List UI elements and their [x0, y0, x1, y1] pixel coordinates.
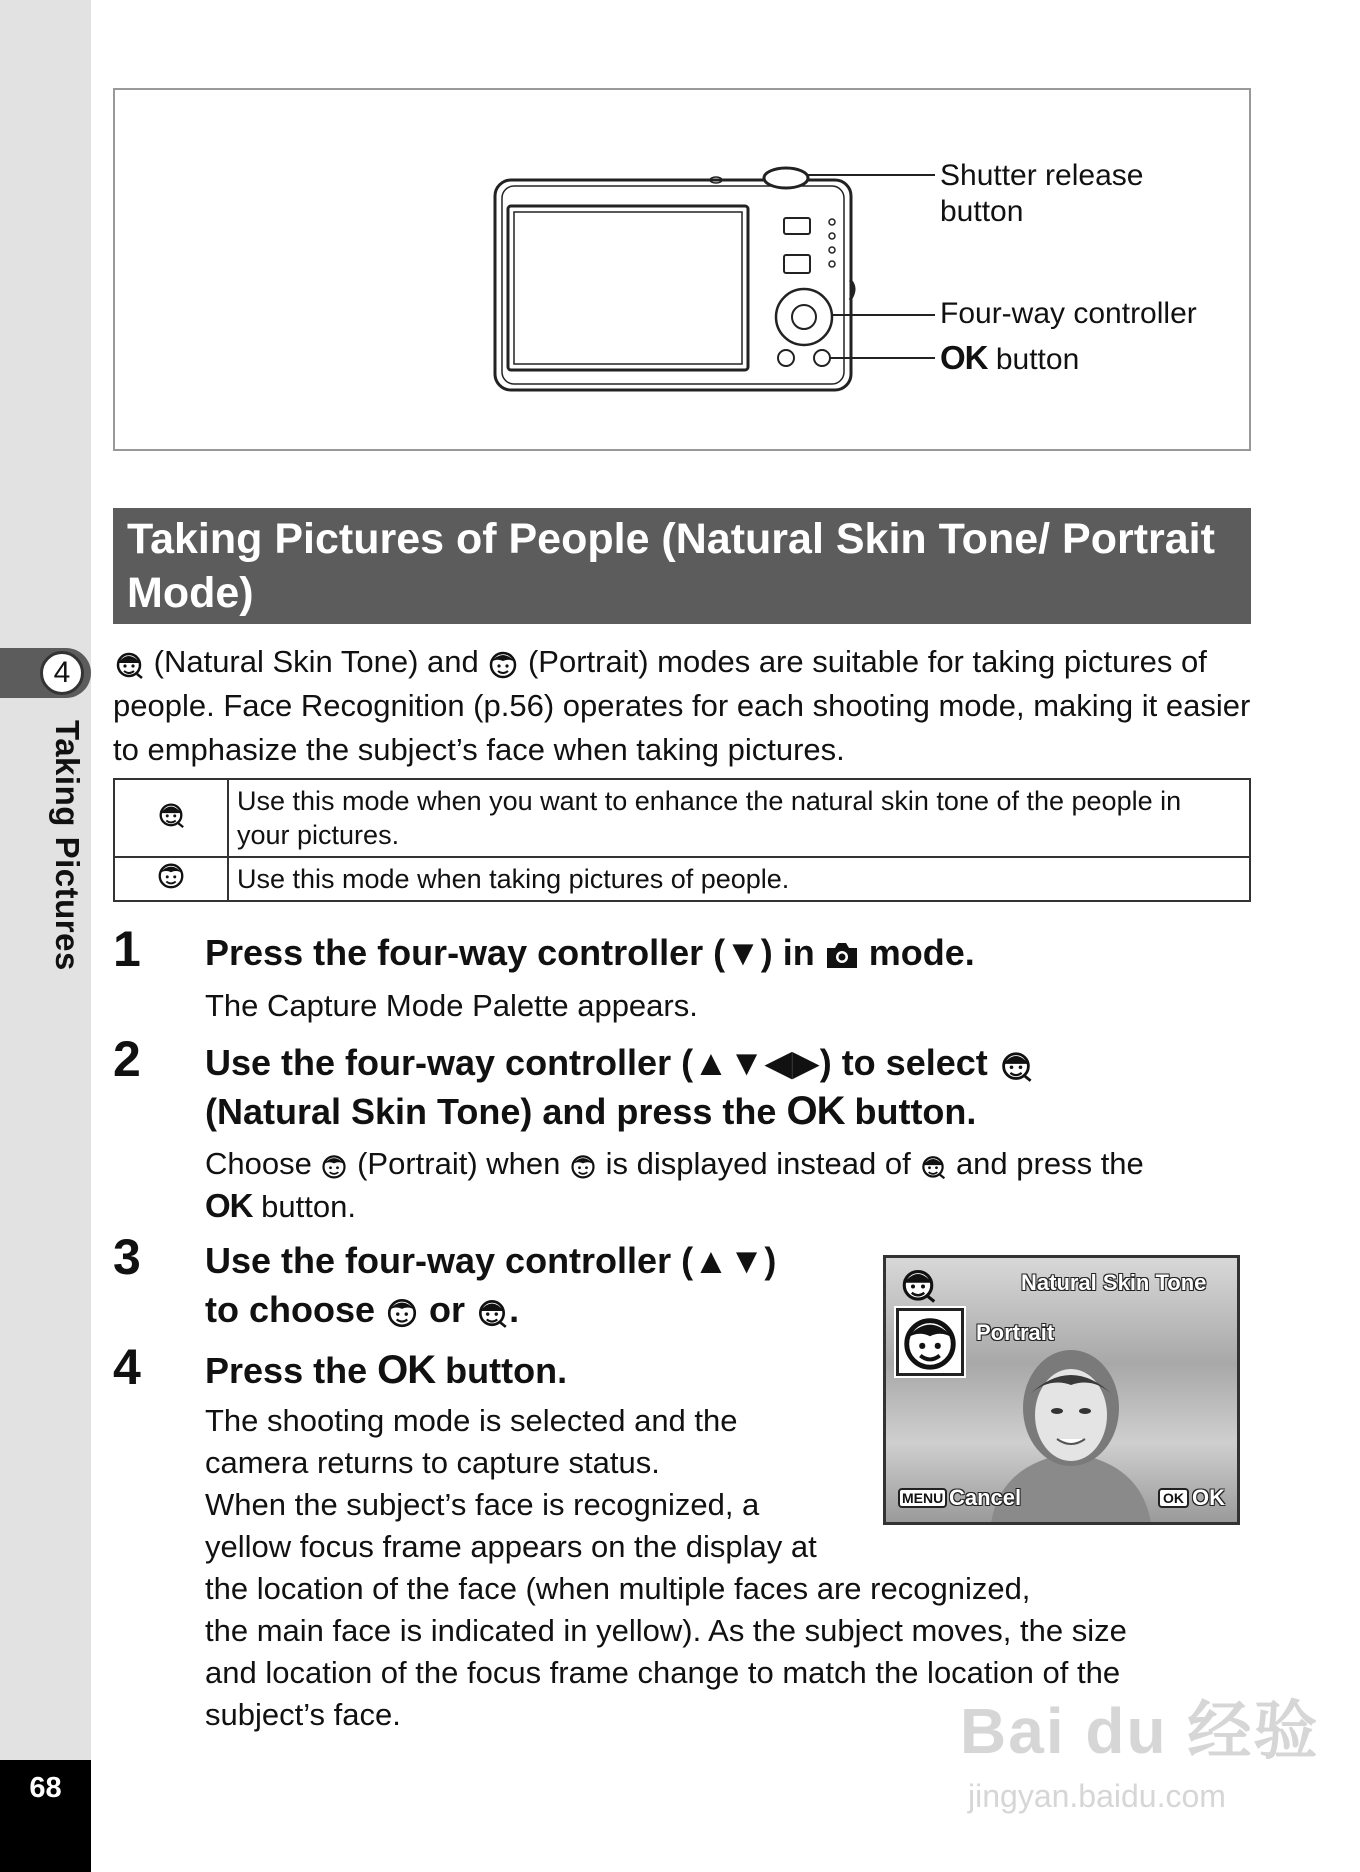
natural-skin-tone-icon [156, 799, 186, 829]
step-2-body-e: button. [261, 1189, 356, 1224]
step-2-title-c: button. [854, 1091, 977, 1132]
ok-label: OK [1192, 1485, 1225, 1510]
step-4-number: 4 [113, 1339, 141, 1395]
portrait-icon [487, 648, 519, 680]
ok-glyph: OK [940, 339, 988, 376]
step-1-body: The Capture Mode Palette appears. [205, 988, 698, 1023]
table-description: Use this mode when taking pictures of people. [228, 857, 1250, 901]
mode-table [113, 778, 1251, 902]
table-row [114, 857, 1250, 901]
step-3-title [205, 1236, 865, 1334]
step-3-title-b: to choose [205, 1289, 376, 1330]
step-2-title [205, 1038, 1255, 1136]
natural-skin-tone-icon [475, 1295, 509, 1329]
portrait-icon [156, 860, 186, 890]
table-icon-cell [114, 857, 228, 901]
cancel-label: Cancel [949, 1485, 1022, 1510]
table-row [114, 779, 1250, 857]
step-4-title-b: button. [445, 1350, 568, 1391]
step-2-number: 2 [113, 1031, 141, 1087]
step-2-title-b: (Natural Skin Tone) and press the [205, 1091, 777, 1132]
portrait-icon [385, 1295, 419, 1329]
step-2-body-d: and press the [955, 1146, 1144, 1181]
camera-screen-image [883, 1255, 1240, 1525]
camera-mode-icon [825, 940, 859, 970]
natural-skin-tone-icon [113, 648, 145, 680]
camera-back-illustration [490, 160, 960, 400]
step-4-body-line: The shooting mode is selected and the [205, 1403, 738, 1438]
ok-glyph: OK [786, 1089, 845, 1133]
callout-shutter-release: Shutter release button [940, 159, 1144, 228]
portrait-icon [569, 1152, 597, 1180]
step-2-body [205, 1143, 1265, 1228]
intro-text-2: (Portrait) modes are suitable for taking pictures of people. Face Recognition (p.56) operates for each shooting mode, making it easier to emphasize the subject’s face when taking pictures. [113, 644, 1251, 767]
ok-glyph: OK [377, 1348, 436, 1392]
step-4-body-line: yellow focus frame appears on the display at [205, 1529, 817, 1564]
table-description: Use this mode when you want to enhance the natural skin tone of the people in your pictures. [228, 779, 1250, 857]
intro-text-1: (Natural Skin Tone) and [153, 644, 479, 679]
callout-ok-button [940, 340, 1079, 378]
step-4-body-line: the location of the face (when multiple faces are recognized, [205, 1571, 1031, 1606]
step-1-number: 1 [113, 921, 141, 977]
callout-four-way-controller: Four-way controller [940, 297, 1197, 330]
step-1-title [205, 928, 975, 977]
step-3-title-a: Use the four-way controller (▲▼) [205, 1240, 777, 1281]
baidu-watermark-url: jingyan.baidu.com [968, 1778, 1226, 1814]
step-4-body-line: camera returns to capture status. [205, 1445, 660, 1480]
natural-skin-tone-label: Natural Skin Tone [1021, 1270, 1207, 1295]
step-2-body-a: Choose [205, 1146, 312, 1181]
callout-ok-text: button [995, 343, 1080, 376]
table-icon-cell [114, 779, 228, 857]
step-4-body-line: subject’s face. [205, 1697, 401, 1732]
selection-frame [896, 1308, 964, 1376]
step-1-title-b: mode. [868, 932, 975, 973]
portrait-label: Portrait [976, 1320, 1055, 1345]
portrait-icon [899, 1311, 961, 1373]
step-2-title-a: Use the four-way controller (▲▼◀▶) to select [205, 1042, 988, 1083]
chapter-number: 4 [40, 651, 84, 695]
ok-glyph: OK [205, 1187, 253, 1224]
step-3-title-end: . [509, 1289, 520, 1330]
menu-badge: MENU [898, 1488, 947, 1508]
step-4-body-line: When the subject’s face is recognized, a [205, 1487, 760, 1522]
natural-skin-tone-icon [896, 1264, 940, 1304]
step-2-body-c: is displayed instead of [605, 1146, 911, 1181]
step-3-title-or: or [429, 1289, 466, 1330]
chapter-title: Taking Pictures [49, 720, 86, 971]
ok-badge: OK [1158, 1488, 1189, 1508]
baidu-watermark: Bai du 经验 [960, 1695, 1320, 1767]
step-4-title [205, 1346, 567, 1395]
intro-paragraph [113, 640, 1263, 772]
step-3-number: 3 [113, 1229, 141, 1285]
section-title: Taking Pictures of People (Natural Skin Tone/ Portrait Mode) [113, 508, 1251, 624]
step-4-body-line: the main face is indicated in yellow). As the subject moves, the size [205, 1613, 1127, 1648]
step-2-body-b: (Portrait) when [357, 1146, 561, 1181]
step-1-title-a: Press the four-way controller (▼) in [205, 932, 815, 973]
step-4-title-a: Press the [205, 1350, 368, 1391]
page-number: 68 [29, 1772, 62, 1804]
natural-skin-tone-icon [919, 1152, 947, 1180]
step-4-body-line: and location of the focus frame change to match the location of the [205, 1655, 1121, 1690]
portrait-icon [320, 1152, 348, 1180]
natural-skin-tone-icon [998, 1047, 1034, 1083]
